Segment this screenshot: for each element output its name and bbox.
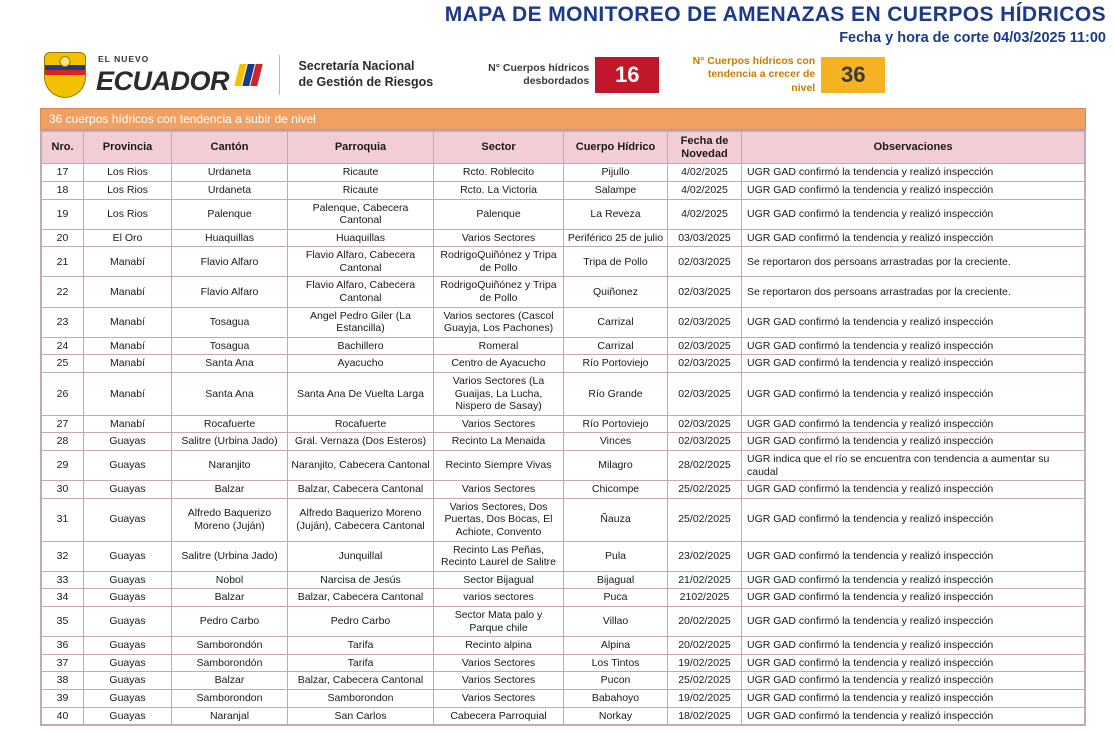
table-cell: Alpina — [564, 637, 668, 655]
table-cell: Pula — [564, 541, 668, 571]
table-cell: Tosagua — [172, 307, 288, 337]
table-cell: Samborondón — [172, 654, 288, 672]
table-cell: Periférico 25 de julio — [564, 229, 668, 247]
table-cell: Los Rios — [84, 181, 172, 199]
table-cell: Flavio Alfaro, Cabecera Cantonal — [288, 247, 434, 277]
table-cell: Gral. Vernaza (Dos Esteros) — [288, 433, 434, 451]
cutoff-datetime: Fecha y hora de corte 04/03/2025 11:00 — [839, 30, 1106, 47]
table-cell: Guayas — [84, 498, 172, 541]
table-header — [42, 132, 1085, 164]
metric-overflowed-waterbodies — [461, 57, 659, 93]
table-cell: Santa Ana De Vuelta Larga — [288, 373, 434, 416]
table-cell: Guayas — [84, 707, 172, 725]
brand-block — [96, 55, 261, 95]
table-cell: 35 — [42, 606, 84, 636]
table-cell: Puca — [564, 589, 668, 607]
column-header-sector: Sector — [434, 132, 564, 164]
table-cell: UGR GAD confirmó la tendencia y realizó inspección — [742, 637, 1085, 655]
column-header-fecha-novedad: Fecha de Novedad — [668, 132, 742, 164]
vertical-divider — [279, 55, 280, 95]
table-cell: Varios sectores (Cascol Guayja, Los Pachones) — [434, 307, 564, 337]
table-cell: Palenque — [172, 199, 288, 229]
table-cell: Río Portoviejo — [564, 355, 668, 373]
table-cell: Rocafuerte — [172, 415, 288, 433]
brand-small-label: EL NUEVO — [98, 54, 150, 65]
table-cell: Manabí — [84, 247, 172, 277]
table-cell: 03/03/2025 — [668, 229, 742, 247]
table-cell: 23 — [42, 307, 84, 337]
table-cell: Bijagual — [564, 571, 668, 589]
table-cell: 22 — [42, 277, 84, 307]
table-cell: 34 — [42, 589, 84, 607]
table-cell: Recinto Siempre Vivas — [434, 451, 564, 481]
table-cell: 20/02/2025 — [668, 606, 742, 636]
table-cell: Romeral — [434, 337, 564, 355]
waterbodies-table — [41, 131, 1085, 725]
branding-row — [0, 46, 1114, 102]
table-cell: UGR GAD confirmó la tendencia y realizó inspección — [742, 337, 1085, 355]
table-cell: Guayas — [84, 606, 172, 636]
table-cell: Balzar — [172, 589, 288, 607]
table-cell: Naranjito — [172, 451, 288, 481]
table-cell: UGR GAD confirmó la tendencia y realizó inspección — [742, 307, 1085, 337]
table-cell: UGR GAD confirmó la tendencia y realizó inspección — [742, 481, 1085, 499]
table-cell: Varios Sectores — [434, 672, 564, 690]
table-cell: 28 — [42, 433, 84, 451]
table-cell: Palenque, Cabecera Cantonal — [288, 199, 434, 229]
table-cell: Guayas — [84, 451, 172, 481]
table-cell: Salampe — [564, 181, 668, 199]
table-cell: 18/02/2025 — [668, 707, 742, 725]
waterbodies-table-wrap — [40, 130, 1086, 726]
table-cell: 25/02/2025 — [668, 672, 742, 690]
table-cell: Varios Sectores (La Guaijas, La Lucha, Nispero de Sasay) — [434, 373, 564, 416]
table-cell: 19/02/2025 — [668, 654, 742, 672]
table-cell: Varios Sectores — [434, 229, 564, 247]
table-cell: Balzar, Cabecera Cantonal — [288, 589, 434, 607]
table-cell: 38 — [42, 672, 84, 690]
table-cell: Pijullo — [564, 164, 668, 182]
table-cell: UGR GAD confirmó la tendencia y realizó inspección — [742, 181, 1085, 199]
table-cell: 25 — [42, 355, 84, 373]
table-cell: Quiñonez — [564, 277, 668, 307]
table-cell: 25/02/2025 — [668, 498, 742, 541]
table-cell: Milagro — [564, 451, 668, 481]
table-cell: Manabí — [84, 415, 172, 433]
table-body — [42, 164, 1085, 725]
table-cell: Samborondón — [172, 637, 288, 655]
table-cell: Rcto. La Victoria — [434, 181, 564, 199]
table-cell: 40 — [42, 707, 84, 725]
table-cell: Flavio Alfaro — [172, 277, 288, 307]
table-cell: UGR GAD confirmó la tendencia y realizó inspección — [742, 433, 1085, 451]
table-cell: 19/02/2025 — [668, 689, 742, 707]
table-cell: 02/03/2025 — [668, 355, 742, 373]
column-header-provincia: Provincia — [84, 132, 172, 164]
table-cell: UGR GAD confirmó la tendencia y realizó inspección — [742, 672, 1085, 690]
table-cell: Balzar — [172, 672, 288, 690]
table-row — [42, 307, 1085, 337]
table-cell: Varios Sectores — [434, 415, 564, 433]
table-cell: Junquillal — [288, 541, 434, 571]
table-cell: Tarifa — [288, 654, 434, 672]
table-cell: RodrigoQuiñónez y Tripa de Pollo — [434, 277, 564, 307]
table-row — [42, 637, 1085, 655]
table-cell: Santa Ana — [172, 355, 288, 373]
table-cell: UGR GAD confirmó la tendencia y realizó inspección — [742, 589, 1085, 607]
table-cell: Guayas — [84, 589, 172, 607]
table-cell: Carrizal — [564, 307, 668, 337]
table-cell: UGR GAD confirmó la tendencia y realizó inspección — [742, 571, 1085, 589]
table-cell: Balzar — [172, 481, 288, 499]
table-cell: Tripa de Pollo — [564, 247, 668, 277]
table-cell: Ayacucho — [288, 355, 434, 373]
table-cell: UGR GAD confirmó la tendencia y realizó inspección — [742, 415, 1085, 433]
table-cell: Rcto. Roblecito — [434, 164, 564, 182]
table-cell: Sector Mata palo y Parque chile — [434, 606, 564, 636]
table-cell: Urdaneta — [172, 181, 288, 199]
table-cell: Varios Sectores — [434, 481, 564, 499]
table-row — [42, 373, 1085, 416]
table-cell: 32 — [42, 541, 84, 571]
table-cell: 2102/2025 — [668, 589, 742, 607]
metric-label-rising: N° Cuerpos hídricos con tendencia a crecer de nivel — [692, 55, 816, 94]
table-row — [42, 481, 1085, 499]
table-row — [42, 654, 1085, 672]
page-title: MAPA DE MONITOREO DE AMENAZAS EN CUERPOS HÍDRICOS — [444, 3, 1106, 26]
table-row — [42, 229, 1085, 247]
table-cell: Flavio Alfaro, Cabecera Cantonal — [288, 277, 434, 307]
table-cell: 02/03/2025 — [668, 277, 742, 307]
table-cell: Los Tintos — [564, 654, 668, 672]
table-cell: Recinto Las Peñas, Recinto Laurel de Salitre — [434, 541, 564, 571]
table-cell: 02/03/2025 — [668, 337, 742, 355]
table-cell: 21 — [42, 247, 84, 277]
table-cell: Rocafuerte — [288, 415, 434, 433]
table-row — [42, 164, 1085, 182]
table-cell: Nobol — [172, 571, 288, 589]
table-cell: Carrizal — [564, 337, 668, 355]
table-cell: 24 — [42, 337, 84, 355]
table-cell: Naranjal — [172, 707, 288, 725]
table-cell: 25/02/2025 — [668, 481, 742, 499]
table-cell: 4/02/2025 — [668, 164, 742, 182]
table-cell: Balzar, Cabecera Cantonal — [288, 481, 434, 499]
table-cell: Salitre (Urbina Jado) — [172, 433, 288, 451]
table-cell: UGR GAD confirmó la tendencia y realizó inspección — [742, 164, 1085, 182]
table-cell: 27 — [42, 415, 84, 433]
table-cell: Ricaute — [288, 181, 434, 199]
table-row — [42, 451, 1085, 481]
table-row — [42, 247, 1085, 277]
column-header-nro: Nro. — [42, 132, 84, 164]
table-cell: 36 — [42, 637, 84, 655]
table-row — [42, 337, 1085, 355]
table-row — [42, 199, 1085, 229]
table-cell: Sector Bijagual — [434, 571, 564, 589]
table-cell: UGR GAD confirmó la tendencia y realizó inspección — [742, 355, 1085, 373]
table-cell: 02/03/2025 — [668, 415, 742, 433]
table-cell: Alfredo Baquerizo Moreno (Juján) — [172, 498, 288, 541]
table-cell: Villao — [564, 606, 668, 636]
table-cell: Norkay — [564, 707, 668, 725]
table-cell: 02/03/2025 — [668, 433, 742, 451]
table-cell: Río Grande — [564, 373, 668, 416]
table-cell: 26 — [42, 373, 84, 416]
table-row — [42, 589, 1085, 607]
table-cell: 31 — [42, 498, 84, 541]
table-cell: 33 — [42, 571, 84, 589]
table-cell: Salitre (Urbina Jado) — [172, 541, 288, 571]
table-cell: Santa Ana — [172, 373, 288, 416]
table-cell: San Carlos — [288, 707, 434, 725]
table-cell: Los Rios — [84, 199, 172, 229]
table-cell: Varios Sectores — [434, 654, 564, 672]
table-cell: Ñauza — [564, 498, 668, 541]
table-cell: Guayas — [84, 571, 172, 589]
table-cell: Recinto La Menaida — [434, 433, 564, 451]
table-cell: Flavio Alfaro — [172, 247, 288, 277]
table-cell: Chicompe — [564, 481, 668, 499]
table-cell: Se reportaron dos persoans arrastradas por la creciente. — [742, 277, 1085, 307]
table-cell: Huaquillas — [288, 229, 434, 247]
table-cell: Narcisa de Jesús — [288, 571, 434, 589]
table-cell: Guayas — [84, 654, 172, 672]
table-cell: Vinces — [564, 433, 668, 451]
table-cell: UGR GAD confirmó la tendencia y realizó inspección — [742, 373, 1085, 416]
table-cell: Naranjito, Cabecera Cantonal — [288, 451, 434, 481]
table-row — [42, 415, 1085, 433]
table-cell: 17 — [42, 164, 84, 182]
institution-name — [298, 59, 433, 90]
table-cell: UGR indica que el río se encuentra con tendencia a aumentar su caudal — [742, 451, 1085, 481]
table-cell: Río Portoviejo — [564, 415, 668, 433]
metric-value-overflowed: 16 — [595, 57, 659, 93]
table-cell: Recinto alpina — [434, 637, 564, 655]
table-cell: Ricaute — [288, 164, 434, 182]
ecuador-flag-icon — [237, 64, 261, 90]
table-cell: UGR GAD confirmó la tendencia y realizó inspección — [742, 199, 1085, 229]
table-row — [42, 672, 1085, 690]
table-row — [42, 181, 1085, 199]
table-cell: 4/02/2025 — [668, 199, 742, 229]
table-cell: El Oro — [84, 229, 172, 247]
table-cell: varios sectores — [434, 589, 564, 607]
table-cell: UGR GAD confirmó la tendencia y realizó inspección — [742, 606, 1085, 636]
table-cell: Guayas — [84, 689, 172, 707]
table-cell: UGR GAD confirmó la tendencia y realizó inspección — [742, 498, 1085, 541]
table-cell: 37 — [42, 654, 84, 672]
table-row — [42, 433, 1085, 451]
table-cell: Guayas — [84, 481, 172, 499]
table-cell: RodrigoQuiñónez y Tripa de Pollo — [434, 247, 564, 277]
table-row — [42, 541, 1085, 571]
table-cell: 30 — [42, 481, 84, 499]
document-header — [0, 0, 1114, 46]
table-cell: Manabí — [84, 277, 172, 307]
table-cell: Samborondon — [288, 689, 434, 707]
table-cell: Guayas — [84, 672, 172, 690]
table-cell: 02/03/2025 — [668, 247, 742, 277]
metric-rising-waterbodies — [687, 55, 885, 94]
metric-label-overflowed: N° Cuerpos hídricos desbordados — [488, 61, 590, 88]
column-header-parroquia: Parroquia — [288, 132, 434, 164]
table-cell: 21/02/2025 — [668, 571, 742, 589]
table-cell: Guayas — [84, 433, 172, 451]
table-cell: UGR GAD confirmó la tendencia y realizó inspección — [742, 707, 1085, 725]
institution-line-1: Secretaría Nacional — [298, 59, 415, 74]
table-cell: 18 — [42, 181, 84, 199]
table-cell: Tosagua — [172, 337, 288, 355]
table-cell: 4/02/2025 — [668, 181, 742, 199]
table-cell: Se reportaron dos persoans arrastradas por la creciente. — [742, 247, 1085, 277]
table-cell: UGR GAD confirmó la tendencia y realizó inspección — [742, 689, 1085, 707]
table-row — [42, 355, 1085, 373]
section-title-bar: 36 cuerpos hídricos con tendencia a subir de nivel — [40, 108, 1086, 130]
table-row — [42, 277, 1085, 307]
table-cell: Los Rios — [84, 164, 172, 182]
table-cell: 02/03/2025 — [668, 373, 742, 416]
table-cell: Urdaneta — [172, 164, 288, 182]
table-cell: 39 — [42, 689, 84, 707]
table-cell: Palenque — [434, 199, 564, 229]
table-cell: 23/02/2025 — [668, 541, 742, 571]
table-cell: Alfredo Baquerizo Moreno (Juján), Cabecera Cantonal — [288, 498, 434, 541]
table-cell: Guayas — [84, 541, 172, 571]
table-cell: 20 — [42, 229, 84, 247]
table-cell: Varios Sectores — [434, 689, 564, 707]
table-cell: Manabí — [84, 307, 172, 337]
table-cell: 28/02/2025 — [668, 451, 742, 481]
table-cell: Guayas — [84, 637, 172, 655]
table-cell: Centro de Ayacucho — [434, 355, 564, 373]
table-cell: Manabí — [84, 373, 172, 416]
column-header-observaciones: Observaciones — [742, 132, 1085, 164]
table-cell: 02/03/2025 — [668, 307, 742, 337]
table-cell: UGR GAD confirmó la tendencia y realizó inspección — [742, 654, 1085, 672]
table-cell: Pucon — [564, 672, 668, 690]
table-cell: Varios Sectores, Dos Puertas, Dos Bocas, El Achiote, Convento — [434, 498, 564, 541]
table-cell: Babahoyo — [564, 689, 668, 707]
table-cell: 20/02/2025 — [668, 637, 742, 655]
institution-line-2: de Gestión de Riesgos — [298, 75, 434, 90]
table-cell: Manabí — [84, 337, 172, 355]
table-row — [42, 707, 1085, 725]
table-row — [42, 571, 1085, 589]
ecuador-coat-of-arms-icon — [44, 52, 86, 98]
table-cell: 29 — [42, 451, 84, 481]
table-header-row — [42, 132, 1085, 164]
table-cell: Tarifa — [288, 637, 434, 655]
column-header-cuerpo-hidrico: Cuerpo Hídrico — [564, 132, 668, 164]
table-cell: Balzar, Cabecera Cantonal — [288, 672, 434, 690]
table-row — [42, 498, 1085, 541]
table-cell: La Reveza — [564, 199, 668, 229]
table-cell: UGR GAD confirmó la tendencia y realizó inspección — [742, 229, 1085, 247]
metric-value-rising: 36 — [821, 57, 885, 93]
table-cell: Manabí — [84, 355, 172, 373]
table-row — [42, 689, 1085, 707]
table-row — [42, 606, 1085, 636]
table-cell: Huaquillas — [172, 229, 288, 247]
table-cell: Pedro Carbo — [288, 606, 434, 636]
brand-main-label: ECUADOR — [96, 65, 230, 96]
table-cell: Samborondon — [172, 689, 288, 707]
table-cell: Angel Pedro Giler (La Estancilla) — [288, 307, 434, 337]
table-cell: 19 — [42, 199, 84, 229]
table-cell: UGR GAD confirmó la tendencia y realizó inspección — [742, 541, 1085, 571]
table-cell: Cabecera Parroquial — [434, 707, 564, 725]
column-header-canton: Cantón — [172, 132, 288, 164]
table-cell: Bachillero — [288, 337, 434, 355]
table-cell: Pedro Carbo — [172, 606, 288, 636]
